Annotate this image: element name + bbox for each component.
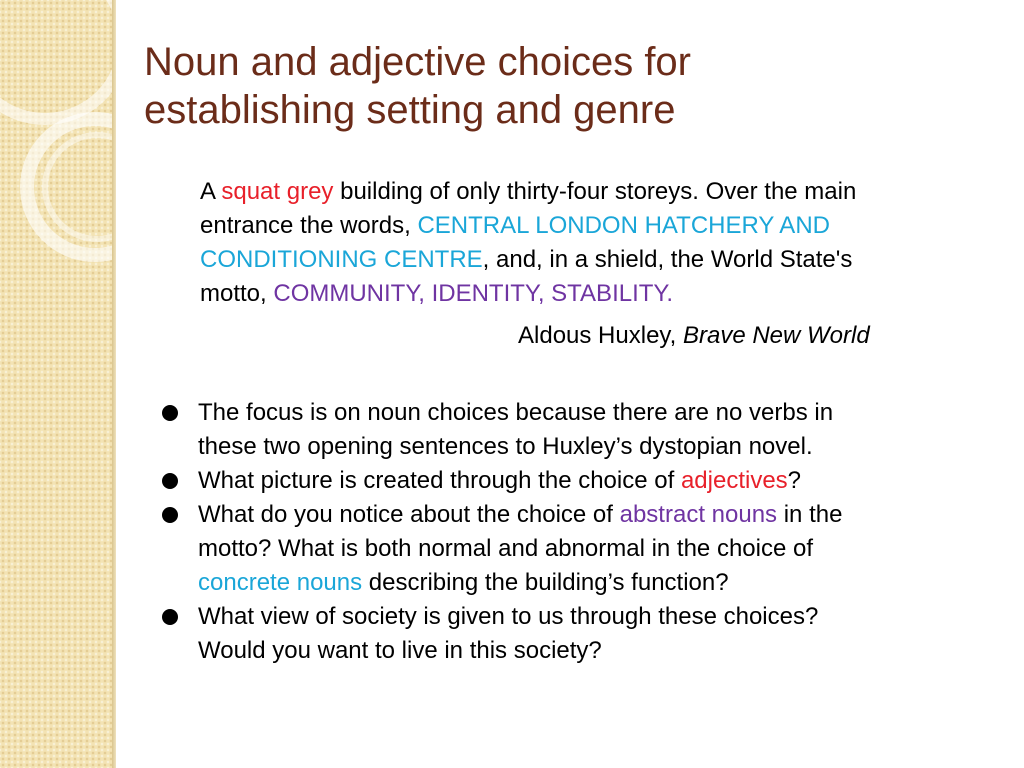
concrete-noun-highlight: CONDITIONING CENTRE (200, 246, 483, 273)
bullet-icon (162, 507, 178, 523)
quote-text: entrance the words, (200, 212, 418, 239)
list-item (160, 396, 980, 464)
slide-title-line: Noun and adjective choices for (144, 40, 691, 84)
list-item-text (198, 566, 980, 600)
list-item (160, 498, 980, 600)
bullet-icon (162, 405, 178, 421)
decorative-side-panel (0, 0, 112, 768)
attribution-work-title: Brave New World (682, 322, 870, 349)
adjective-highlight: adjectives (680, 467, 788, 494)
quote-attribution (518, 320, 870, 352)
list-item-text: The focus is on noun choices because there are no verbs in (198, 399, 834, 426)
bullet-icon (162, 609, 178, 625)
quote-text: , and, in a shield, the World State's (482, 246, 853, 273)
list-item-text-part: in the (777, 501, 843, 528)
list-item-text: motto? What is both normal and abnormal in the choice of (198, 535, 813, 562)
attribution-author: Aldous Huxley, (518, 322, 683, 349)
concrete-noun-highlight: concrete nouns (198, 569, 363, 596)
quote-text: motto, (200, 280, 274, 307)
side-panel-edge (112, 0, 116, 768)
list-item-text: What view of society is given to us through these choices? (198, 603, 819, 630)
quote-text: A (200, 178, 222, 205)
list-item-text-part: What picture is created through the choice of (198, 467, 681, 494)
abstract-noun-highlight: COMMUNITY, IDENTITY, STABILITY. (273, 280, 673, 307)
quote-text: building of only thirty-four storeys. Over the main (333, 178, 857, 205)
list-item (160, 464, 980, 498)
bullet-icon (162, 473, 178, 489)
abstract-noun-highlight: abstract nouns (619, 501, 778, 528)
list-item-text: these two opening sentences to Huxley’s dystopian novel. (198, 433, 813, 460)
slide-title (144, 38, 984, 134)
list-item-text: Would you want to live in this society? (198, 637, 602, 664)
novel-quote (200, 175, 990, 311)
concrete-noun-highlight: CENTRAL LONDON HATCHERY AND (417, 212, 830, 239)
list-item-text (198, 464, 980, 498)
list-item (160, 600, 980, 668)
adjective-highlight: squat grey (221, 178, 334, 205)
list-item-text-part: What do you notice about the choice of (198, 501, 620, 528)
list-item-text (198, 498, 980, 532)
list-item-text-part: ? (787, 467, 802, 494)
slide-title-line: establishing setting and genre (144, 88, 676, 132)
list-item-text-part: describing the building’s function? (362, 569, 729, 596)
question-list (160, 396, 980, 668)
decorative-ring (0, 0, 112, 125)
